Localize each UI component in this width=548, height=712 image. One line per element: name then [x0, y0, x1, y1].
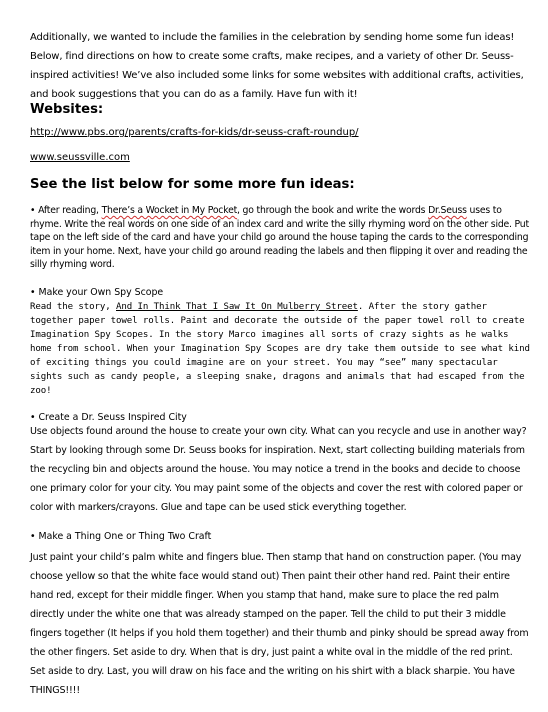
seussville-link[interactable]: www.seussville.com — [30, 152, 130, 163]
item2-title: • Make your Own Spy Scope — [30, 287, 164, 298]
item3-paragraph: Use objects found around the house to create your own city. What can you recycle and use in another way? Start by looking through some Dr. Seuss books for inspiration. Next, start collecting building materials from the recycling bin and objects around the house. You may notice a trend in the books and decide to choose one primary color for your city. You may paint some of the objects and cover the rest with colored paper or color with markers/crayons. Glue and tape can be used stick everything together. — [30, 426, 527, 513]
item1-text-post: uses to rhyme. Write the real words on one side of an index card and write the silly rhyming word on the other side. Put tape on the left side of the card and have your child go around the house taping the cards to the corresponding item in your home. Next, have your child go around reading the labels and then flipping it over and reading the silly rhyming word. — [30, 205, 529, 270]
intro-paragraph: Additionally, we wanted to include the families in the celebration by sending home some fun ideas! Below, find directions on how to create some crafts, make recipes, and a variety of other Dr. Seuss-inspired activities! We’ve also included some links for some websites with additional crafts, activities, and book suggestions that you can do as a family. Have fun with it! — [30, 32, 524, 100]
item3-title: • Create a Dr. Seuss Inspired City — [30, 412, 187, 423]
item1-text-pre: After reading, — [38, 205, 102, 216]
item1-bullet: • — [30, 205, 36, 216]
item2-text-post: . After the story gather together paper towel rolls. Paint and decorate the outside of the paper towel roll to create Imagination Spy Scopes. In the story Marco imagines all sorts of crazy sights as he walks home from school. When your Imagination Spy Scopes are dry take them outside to see what kind of exciting things you could imagine are on your street. You may “see” many spectacular sights such as candy people, a sleeping snake, dragons and animals that had escaped from the zoo! — [30, 302, 530, 396]
item4-title: • Make a Thing One or Thing Two Craft — [30, 531, 212, 542]
websites-heading: Websites: — [30, 102, 104, 117]
item4-paragraph: Just paint your child’s palm white and fingers blue. Then stamp that hand on construction paper. (You may choose yellow so that the white face would stand out) Then paint their other hand red. Paint their entire hand red, except for their middle finger. When you stamp that hand, make sure to place the red palm directly under the white one that was already stamped on the paper. Tell the child to put their 3 middle fingers together (It helps if you hold them together) and their thumb and pinky should be spread away from the other fingers. Set aside to dry. When that is dry, just paint a white oval in the middle of the red print. Set aside to dry. Last, you will draw on his face and the writing on his shirt with a black sharpie. You have THINGS!!!! — [30, 552, 529, 696]
item1-drseuss: Dr.Seuss — [428, 205, 467, 216]
item2-paragraph — [30, 300, 530, 398]
pbs-link[interactable]: http://www.pbs.org/parents/crafts-for-kids/dr-seuss-craft-roundup/ — [30, 127, 359, 138]
item1-book-title: There’s a Wocket in My Pocket — [101, 205, 238, 216]
list-heading: See the list below for some more fun ideas: — [30, 177, 355, 192]
item1-paragraph — [30, 204, 530, 272]
item2-book-title: And In Think That I Saw It On Mulberry Street — [116, 302, 358, 312]
item1-text-mid: , go through the book and write the words — [237, 205, 429, 216]
item2-text-pre: Read the story, — [30, 302, 116, 312]
